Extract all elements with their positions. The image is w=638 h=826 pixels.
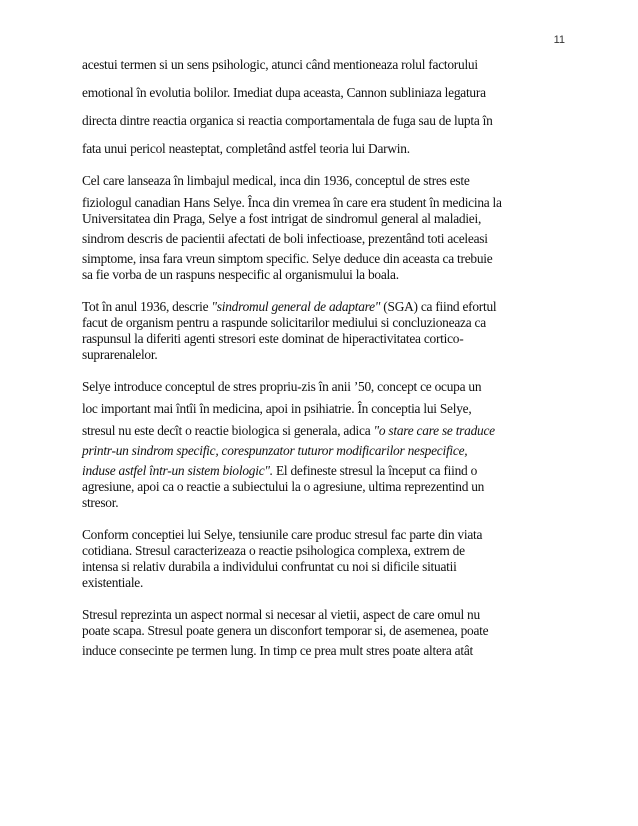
text-line: Selye introduce conceptul de stres propriu-zis în anii ’50, concept ce ocupa un — [82, 379, 482, 394]
document-body — [82, 57, 562, 675]
emphasized-quote: "o stare care se traduce — [373, 423, 495, 438]
text-line — [82, 299, 562, 315]
text-line: Conform conceptiei lui Selye, tensiunile care produc stresul fac parte din viata — [82, 527, 483, 542]
text-line: sindrom descris de pacientii afectati de boli infectioase, prezentând toti aceleasi — [82, 231, 488, 246]
text-run: Tot în anul 1936, descrie — [82, 299, 212, 314]
text-line: Stresul reprezinta un aspect normal si necesar al vietii, aspect de care omul nu — [82, 607, 480, 622]
text-line: existentiale. — [82, 575, 144, 590]
text-line: induce consecinte pe termen lung. In timp ce prea mult stres poate altera atât — [82, 643, 473, 658]
text-line: poate scapa. Stresul poate genera un disconfort temporar si, de asemenea, poate — [82, 623, 489, 638]
text-line: Universitatea din Praga, Selye a fost intrigat de sindromul general al maladiei, — [82, 211, 482, 226]
paragraph-cannon — [82, 57, 562, 157]
text-line: facut de organism pentru a raspunde solicitarilor mediului si concluzioneaza ca — [82, 315, 486, 330]
text-line: directa dintre reactia organica si reactia comportamentala de fuga sau de lupta în — [82, 113, 493, 128]
text-line: fata unui pericol neasteptat, completând astfel teoria lui Darwin. — [82, 141, 410, 156]
text-line: loc important mai întîi în medicina, apoi in psihiatrie. În conceptia lui Selye, — [82, 401, 472, 416]
text-line — [82, 423, 562, 439]
text-line: Cel care lanseaza în limbajul medical, inca din 1936, conceptul de stres este — [82, 173, 470, 188]
text-line — [82, 443, 562, 459]
text-run: stresul nu este decît o reactie biologica si generala, adica — [82, 423, 374, 438]
text-line: raspunsul la diferiti agenti stresori este dominat de hiperactivitatea cortico- — [82, 331, 464, 346]
emphasized-quote: "sindromul general de adaptare" — [211, 299, 381, 314]
text-line: suprarenalelor. — [82, 347, 158, 362]
text-line: fiziologul canadian Hans Selye. Înca din vremea în care era student în medicina la — [82, 195, 502, 210]
text-line: emotional în evolutia bolilor. Imediat dupa aceasta, Cannon subliniaza legatura — [82, 85, 486, 100]
text-line: intensa si relativ durabila a individului confruntat cu noi si dificile situatii — [82, 559, 457, 574]
text-line: simptome, insa fara vreun simptom specific. Selye deduce din aceasta ca trebuie — [82, 251, 493, 266]
emphasized-quote: printr-un sindrom specific, corespunzator tuturor modificarilor nespecifice, — [82, 443, 468, 458]
page-number: 11 — [553, 34, 565, 46]
text-line: stresor. — [82, 495, 119, 510]
emphasized-quote: induse astfel într-un sistem biologic". — [82, 463, 273, 478]
paragraph-selye-concept — [82, 379, 562, 511]
text-line: cotidiana. Stresul caracterizeaza o reactie psihologica complexa, extrem de — [82, 543, 465, 558]
text-run: El defineste stresul la început ca fiind o — [272, 463, 478, 478]
text-run: (SGA) ca fiind efortul — [380, 299, 497, 314]
paragraph-tensiuni — [82, 527, 562, 591]
text-line: sa fie vorba de un raspuns nespecific al organismului la boala. — [82, 267, 399, 282]
text-line: acestui termen si un sens psihologic, atunci când mentioneaza rolul factorului — [82, 57, 478, 72]
paragraph-stres-normal — [82, 607, 562, 659]
paragraph-selye-intro — [82, 173, 562, 283]
text-line — [82, 463, 562, 479]
text-line: agresiune, apoi ca o reactie a subiectului la o agresiune, ultima reprezentind un — [82, 479, 485, 494]
paragraph-sga — [82, 299, 562, 363]
